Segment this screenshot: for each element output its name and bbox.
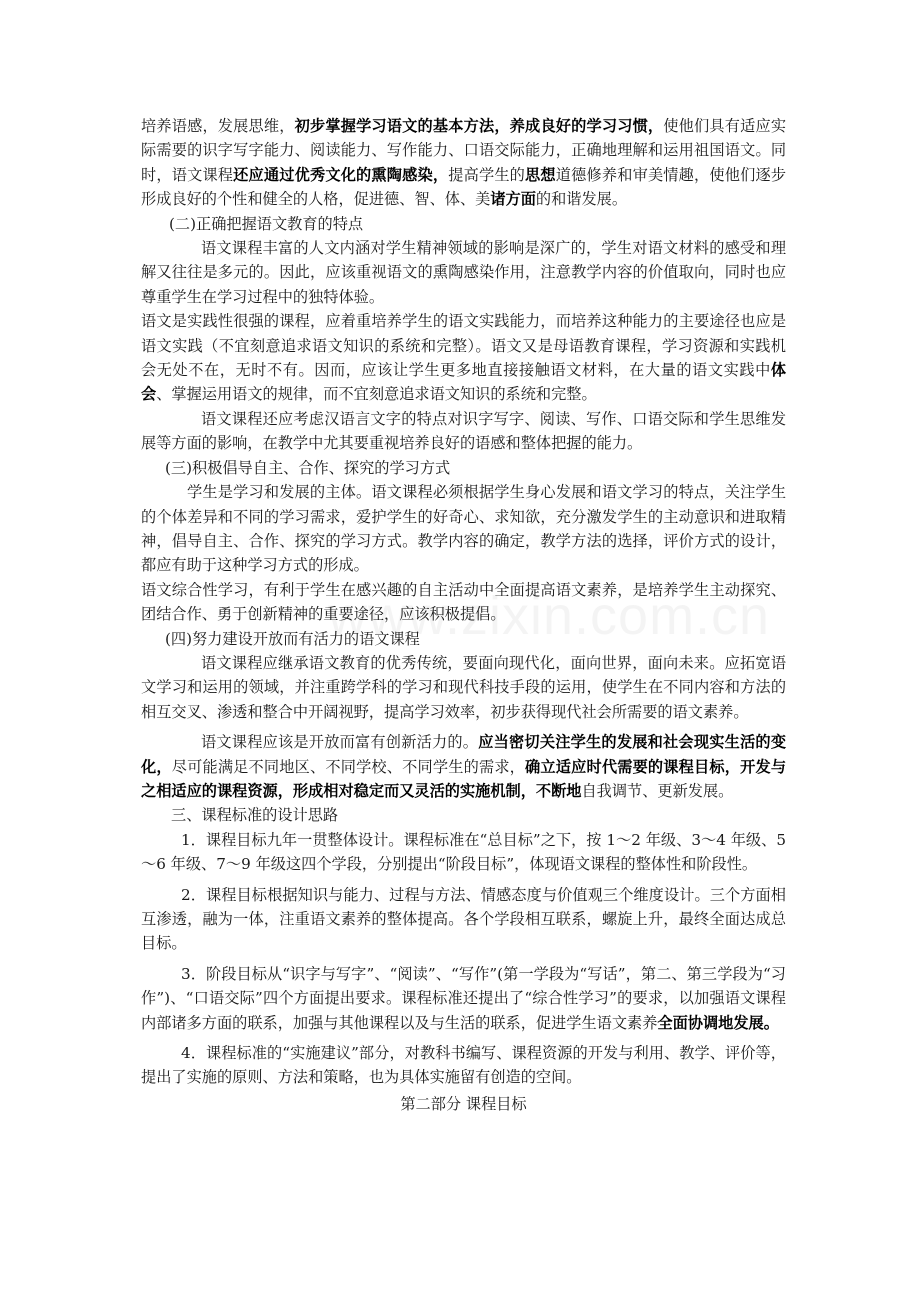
numbered-item-2: 2．课程目标根据知识与能力、过程与方法、情感态度与价值观三个维度设计。三个方面相互渗透，融为一体，注重语文素养的整体提高。各个学段相互联系，螺旋上升，最终全面达成总目标。 xyxy=(141,885,786,953)
text: 语文课程应该是开放而富有创新活力的。 xyxy=(201,733,479,752)
text: 、掌握运用语文的规律，而不宜刻意追求语文知识的系统和完整。 xyxy=(156,385,597,404)
paragraph-practice xyxy=(141,309,786,407)
bold-text: 还应通过优秀文化的熏陶感染， xyxy=(233,165,449,184)
text: 提高学生的 xyxy=(448,165,526,184)
paragraph-integrated-learning: 语文综合性学习，有利于学生在感兴趣的自主活动中全面提高语文素养，是培养学生主动探究、团结合作、勇于创新精神的重要途径，应该积极提倡。 xyxy=(141,580,786,624)
numbered-item-1: 1．课程目标九年一贯整体设计。课程标准在“总目标”之下，按 1～2 年级、3～4 年级、5～6 年级、7～9 年级这四个学段，分别提出“阶段目标”，体现语文课程的整体性和阶段性。 xyxy=(141,830,786,874)
bold-text: 诸方面 xyxy=(490,190,536,209)
numbered-item-4: 4．课程标准的“实施建议”部分，对教科书编写、课程资源的开发与利用、教学、评价等，提出了实施的原则、方法和策略，也为具体实施留有创造的空间。 xyxy=(141,1044,786,1087)
section-heading-design: 三、课程标准的设计思路 xyxy=(171,806,339,825)
part-title: 第二部分 课程目标 xyxy=(400,1094,527,1113)
paragraph-open-curriculum xyxy=(141,730,786,803)
paragraph-chinese-characters: 语文课程还应考虑汉语言文字的特点对识字写字、阅读、写作、口语交际和学生思维发展等方面的影响，在教学中尤其要重视培养良好的语感和整体把握的能力。 xyxy=(141,409,786,453)
text: 使他们具有适应实际需要的识字写字能力、阅读能力、写作能力、口语交际能力，正确地理解和运用祖国语文。同时，语文课程 xyxy=(141,117,787,184)
paragraph-goals xyxy=(141,114,786,212)
document-body xyxy=(141,114,786,1116)
text: 培养语感，发展思维， xyxy=(141,117,295,135)
section-heading-2: (二)正确把握语文教育的特点 xyxy=(169,214,364,233)
paragraph-tradition: 语文课程应继承语文教育的优秀传统，要面向现代化，面向世界，面向未来。应拓宽语文学习和运用的领域，并注重跨学科的学习和现代科技手段的运用，使学生在不同内容和方法的相互交叉、渗透和整合中开阔视野，提高学习效率，初步获得现代社会所需要的语文素养。 xyxy=(141,653,786,721)
bold-text: 全面协调地发展。 xyxy=(657,1013,779,1032)
paragraph-humanistic: 语文课程丰富的人文内涵对学生精神领域的影响是深广的，学生对语文材料的感受和理解又往往是多元的。因此，应该重视语文的熏陶感染作用，注意教学内容的价值取向，同时也应尊重学生在学习过程中的独特体验。 xyxy=(141,239,786,306)
text: 的和谐发展。 xyxy=(535,190,627,209)
text: 语文是实践性很强的课程，应着重培养学生的语文实践能力，而培养这种能力的主要途径也应是语文实践（不宜刻意追求语文知识的系统和完整）。语文又是母语教育课程，学习资源和实践机会无处不在，无时不有。因而，应该让学生更多地直接接触语文材料，在大量的语文实践中 xyxy=(141,312,786,380)
text: 自我调节、更新发展。 xyxy=(581,781,734,800)
numbered-item-3 xyxy=(141,962,786,1035)
text: 尽可能满足不同地区、不同学校、不同学生的需求， xyxy=(171,757,526,776)
text: 道德修养和审美情趣，使他们逐步形成良好的个性和健全的人格，促进德、智、体、美 xyxy=(141,165,787,209)
section-heading-3: (三)积极倡导自主、合作、探究的学习方式 xyxy=(165,458,451,477)
bold-text: 应当密切关注学生的发展和社会现实生活的变化， xyxy=(141,733,787,776)
bold-text: 思想 xyxy=(525,165,556,184)
paragraph-student-subject: 学生是学习和发展的主体。语文课程必须根据学生身心发展和语文学习的特点，关注学生的个体差异和不同的学习需求，爱护学生的好奇心、求知欲，充分激发学生的主动意识和进取精神，倡导自主、合作、探究的学习方式。教学内容的确定，教学方法的选择，评价方式的设计，都应有助于这种学习方式的形成。 xyxy=(141,483,786,575)
bold-text: 体会 xyxy=(141,361,786,404)
bold-text: 确立适应时代需要的课程目标，开发与之相适应的课程资源，形成相对稳定而又灵活的实施机制，不断地 xyxy=(141,757,787,800)
text: 3．阶段目标从“识字与写字”、“阅读”、“写作”(第一学段为“写话”，第二、第三学段为“习作”)、“口语交际”四个方面提出要求。课程标准还提出了“综合性学习”的要求，以加强语文课程内部诸多方面的联系，加强与其他课程以及与生活的联系，促进学生语文素养 xyxy=(141,964,786,1032)
section-heading-4: (四)努力建设开放而有活力的语文课程 xyxy=(165,629,420,648)
bold-text: 初步掌握学习语文的基本方法，养成良好的学习习惯， xyxy=(294,117,664,135)
